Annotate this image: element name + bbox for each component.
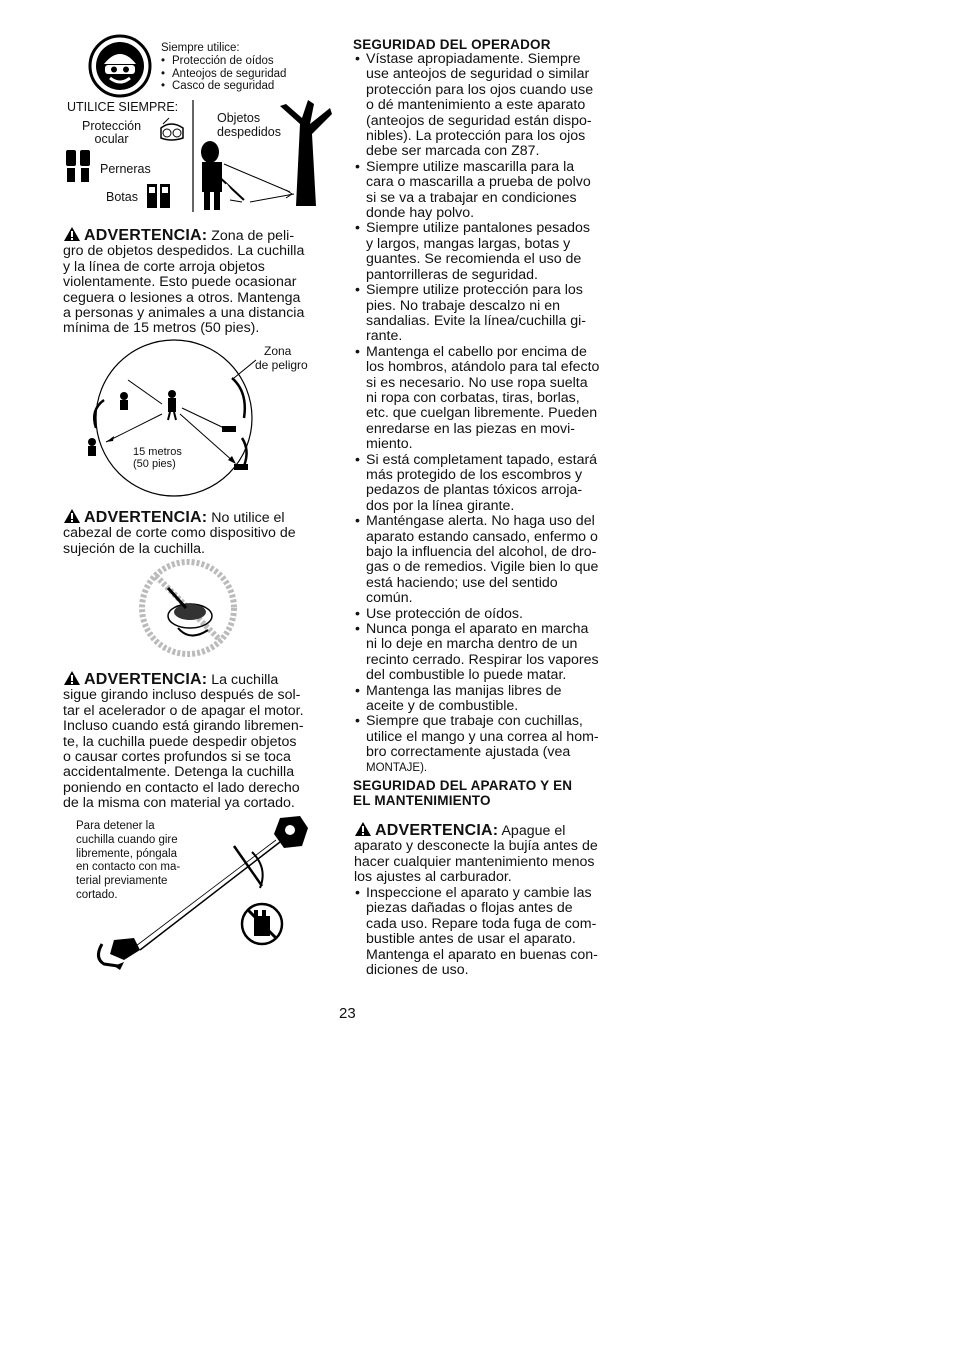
brushcutter-illustration bbox=[84, 812, 314, 982]
bullet-line: use anteojos de seguridad o similar bbox=[366, 66, 590, 83]
warning-line: de la misma con material ya cortado. bbox=[63, 795, 295, 812]
bullet-line: aceite y de combustible. bbox=[366, 698, 519, 715]
warning-line: y la línea de corte arroja objetos bbox=[63, 258, 265, 275]
bullet-line: MONTAJE). bbox=[366, 761, 428, 774]
bullet-line: enredarse en las piezas en movi- bbox=[366, 420, 575, 437]
warning-line: La cuchilla bbox=[211, 672, 279, 688]
list-item bbox=[354, 345, 629, 453]
bullet-line: gas o de remedios. Vigile bien lo que bbox=[366, 559, 599, 576]
bullet-line: o dé mantenimiento a este aparato bbox=[366, 97, 586, 114]
bullet-line: del combustible lo puede matar. bbox=[366, 667, 567, 684]
warning-first-line bbox=[63, 670, 333, 688]
danger-zone-label bbox=[255, 344, 308, 372]
list-item bbox=[354, 714, 629, 776]
warning-line: Incluso cuando está girando libremen- bbox=[63, 718, 304, 735]
warning-line: mínima de 15 metros (50 pies). bbox=[63, 320, 260, 337]
bullet-line: dos por la línea girante. bbox=[366, 497, 515, 514]
warning-triangle-icon bbox=[63, 508, 81, 524]
blade-head-icon bbox=[98, 938, 140, 970]
prohibited-cutting-head-icon bbox=[138, 558, 238, 658]
caption-line: en contacto con ma- bbox=[76, 861, 181, 874]
warning-first-line bbox=[354, 821, 629, 839]
warning-first-line bbox=[63, 508, 333, 526]
thrown-objects-line: Objetos bbox=[217, 111, 261, 125]
bullet-line: diciones de uso. bbox=[366, 962, 469, 979]
warning-line: aparato y desconecte la bujía antes de bbox=[354, 838, 598, 855]
bullet-line: los hombros, atándolo para tal efecto bbox=[366, 359, 600, 376]
list-item bbox=[354, 886, 629, 978]
warning-line: accidentalmente. Detenga la cuchilla bbox=[63, 764, 295, 781]
bullet-line: • Vístase apropiadamente. Siempre bbox=[366, 51, 581, 67]
danger-zone-line: Zona bbox=[264, 344, 292, 358]
warning-triangle-icon bbox=[63, 670, 81, 686]
danger-zone-line: de peligro bbox=[255, 358, 308, 372]
warning-line: tar el acelerador o de apagar el motor. bbox=[63, 702, 304, 719]
warning-triangle-icon bbox=[63, 226, 81, 242]
warning-line: sujeción de la cuchilla. bbox=[63, 540, 205, 557]
always-use-label: Siempre utilice: bbox=[161, 42, 240, 54]
bullet-line: rante. bbox=[366, 328, 403, 345]
bullet-line: común. bbox=[366, 590, 413, 607]
warning-blade-coasting bbox=[63, 670, 333, 812]
warning-thrown-objects bbox=[63, 226, 333, 337]
caption-line: cuchilla cuando gire bbox=[76, 833, 178, 846]
bullet-line: • Siempre utilize mascarilla para la bbox=[366, 158, 575, 175]
bullet-line: cada uso. Repare toda fuga de com- bbox=[366, 915, 597, 932]
warning-line: hacer cualquier mantenimiento menos bbox=[354, 853, 595, 870]
warning-title: ADVERTENCIA: bbox=[84, 671, 208, 688]
warning-line: No utilice el bbox=[211, 510, 285, 526]
operator-icon bbox=[168, 390, 176, 420]
warning-line: gro de objetos despedidos. La cuchilla bbox=[63, 243, 305, 260]
warning-line: Zona de peli- bbox=[211, 228, 295, 244]
list-item bbox=[354, 160, 629, 222]
leg-guards-icon bbox=[66, 150, 90, 182]
bullet-line: utilice el mango y una correa al hom- bbox=[366, 728, 599, 745]
heading-line: SEGURIDAD DEL APARATO Y EN bbox=[353, 778, 573, 793]
goggles-icon bbox=[161, 118, 183, 140]
helmet-goggles-ear-icon bbox=[90, 36, 150, 96]
bullet-line: aparato estando cansado, enfermo o bbox=[366, 528, 598, 545]
bullet-line: está haciendo; use del sentido bbox=[366, 574, 558, 591]
warning-line: te, la cuchilla puede despedir objetos bbox=[63, 733, 297, 750]
list-item bbox=[354, 514, 629, 606]
bullet-line: • Use protección de oídos. bbox=[366, 605, 523, 622]
bullet-line: • Siempre que trabaje con cuchillas, bbox=[366, 713, 583, 730]
bullet-line: • Manténgase alerta. No haga uso del bbox=[366, 513, 595, 530]
bullet-line: • Nunca ponga el aparato en marcha bbox=[366, 621, 589, 638]
heading-line: EL MANTENIMIENTO bbox=[353, 793, 491, 808]
warning-line: sigue girando incluso después de sol- bbox=[63, 687, 301, 704]
bullet-line: sandalias. Evite la línea/cuchilla gi- bbox=[366, 312, 587, 329]
distance-line: (50 pies) bbox=[133, 458, 176, 470]
list-item bbox=[354, 52, 629, 160]
warning-first-line bbox=[63, 226, 333, 244]
bullet-line: bustible antes de usar el aparato. bbox=[366, 931, 576, 948]
caption-line: Para detener la bbox=[76, 820, 155, 832]
list-item bbox=[354, 221, 629, 283]
bullet-line: ni ropa con corbatas, tiras, borlas, bbox=[366, 389, 580, 406]
stop-blade-figure bbox=[84, 812, 314, 982]
eye-protection-label bbox=[82, 120, 141, 146]
warning-title: ADVERTENCIA: bbox=[84, 227, 208, 244]
bullet-line: protección para los ojos cuando use bbox=[366, 81, 594, 98]
maintenance-list bbox=[354, 886, 629, 978]
page-number: 23 bbox=[339, 1005, 356, 1022]
bullet-line: nibles). La protección para los ojos bbox=[366, 128, 586, 145]
bullet-line: bro correctamente ajustada (vea bbox=[366, 744, 571, 761]
caption-line: cortado. bbox=[76, 888, 118, 901]
bullet-line: (anteojos de seguridad están dispo- bbox=[366, 112, 592, 129]
list-item: • Protección de oídos bbox=[160, 55, 286, 68]
bullet-line: • Siempre utilize protección para los bbox=[366, 282, 583, 299]
bullet-line: • Inspeccione el aparato y cambie las bbox=[366, 885, 592, 901]
bullet-line: donde hay polvo. bbox=[366, 205, 475, 222]
warning-line: poniendo en contacto el lado derecho bbox=[63, 779, 300, 796]
bullet-line: guantes. Se recomienda el uso de bbox=[366, 251, 582, 268]
warning-line: Apague el bbox=[501, 823, 566, 839]
bullet-line: si es necesario. No use ropa suelta bbox=[366, 374, 588, 391]
bullet-line: • Siempre utilize pantalones pesados bbox=[366, 220, 590, 237]
list-item bbox=[354, 684, 629, 715]
list-item bbox=[354, 453, 629, 515]
warning-title: ADVERTENCIA: bbox=[375, 822, 499, 839]
bullet-line: cara o mascarilla a prueba de polvo bbox=[366, 174, 591, 191]
distance-line: 15 metros bbox=[133, 446, 182, 458]
bullet-line: y largos, mangas largas, botas y bbox=[366, 235, 571, 252]
bullet-line: etc. que cuelgan libremente. Pueden bbox=[366, 405, 598, 422]
bullet-line: Mantenga el aparato en buenas con- bbox=[366, 946, 598, 963]
caption-line: terial previamente bbox=[76, 875, 168, 888]
bullet-line: • Mantenga las manijas libres de bbox=[366, 682, 562, 699]
warning-line: ceguera o lesiones a otros. Mantenga bbox=[63, 289, 301, 306]
warning-line: o causar cortes profundos si se toca bbox=[63, 749, 291, 766]
bullet-line: recinto cerrado. Respirar los vapores bbox=[366, 651, 599, 668]
warning-triangle-icon bbox=[354, 821, 372, 837]
caption-line: libremente, póngala bbox=[76, 847, 178, 860]
bullet-line: miento. bbox=[366, 436, 413, 453]
bullet-line: pies. No trabaje descalzo ni en bbox=[366, 297, 561, 314]
warning-maintenance bbox=[354, 821, 629, 886]
operator-safety-list bbox=[354, 52, 629, 776]
bullet-line: piezas dañadas o flojas antes de bbox=[366, 900, 573, 917]
list-item bbox=[354, 607, 629, 622]
bullet-line: • Mantenga el cabello por encima de bbox=[366, 343, 587, 360]
utilice-siempre-label: UTILICE SIEMPRE: bbox=[67, 100, 179, 114]
bullet-line: si se va a trabajar en condiciones bbox=[366, 189, 577, 206]
leg-guards-label: Perneras bbox=[100, 162, 151, 176]
maintenance-safety-heading bbox=[353, 778, 572, 808]
boots-icon bbox=[147, 184, 170, 208]
warning-line: violentamente. Esto puede ocasionar bbox=[63, 274, 297, 291]
bullet-line: pedazos de plantas tóxicos arroja- bbox=[366, 482, 583, 499]
eye-protection-line: ocular bbox=[94, 132, 129, 146]
thrown-objects-line: despedidos bbox=[217, 124, 281, 139]
warning-line: los ajustes al carburador. bbox=[354, 869, 512, 886]
warning-cutting-head bbox=[63, 508, 333, 557]
warning-line: a personas y animales a una distancia bbox=[63, 305, 305, 322]
boots-label: Botas bbox=[106, 190, 138, 204]
bullet-line: bajo la influencia del alcohol, de dro- bbox=[366, 544, 597, 560]
list-item: • Anteojos de seguridad bbox=[160, 68, 286, 81]
thrown-objects-label bbox=[217, 112, 281, 139]
list-item: • Casco de seguridad bbox=[160, 80, 286, 93]
eye-protection-line: Protección bbox=[82, 119, 142, 133]
ppe-list bbox=[160, 55, 286, 93]
bullet-line: • Si está completament tapado, estará bbox=[366, 451, 598, 468]
list-item bbox=[354, 622, 629, 684]
prohibited-head-figure bbox=[138, 558, 238, 658]
bullet-line: debe ser marcada con Z87. bbox=[366, 143, 540, 160]
bullet-line: pantorrilleras de seguridad. bbox=[366, 266, 538, 283]
bullet-line: más protegido de los escombros y bbox=[366, 466, 583, 483]
distance-label bbox=[133, 446, 182, 470]
list-item bbox=[354, 283, 629, 345]
warning-line: cabezal de corte como dispositivo de bbox=[63, 525, 296, 542]
operator-safety-heading: SEGURIDAD DEL OPERADOR bbox=[353, 37, 551, 52]
bullet-line: ni lo deje en marcha dentro de un bbox=[366, 636, 578, 653]
warning-title: ADVERTENCIA: bbox=[84, 509, 208, 526]
no-hand-icon bbox=[242, 904, 282, 944]
